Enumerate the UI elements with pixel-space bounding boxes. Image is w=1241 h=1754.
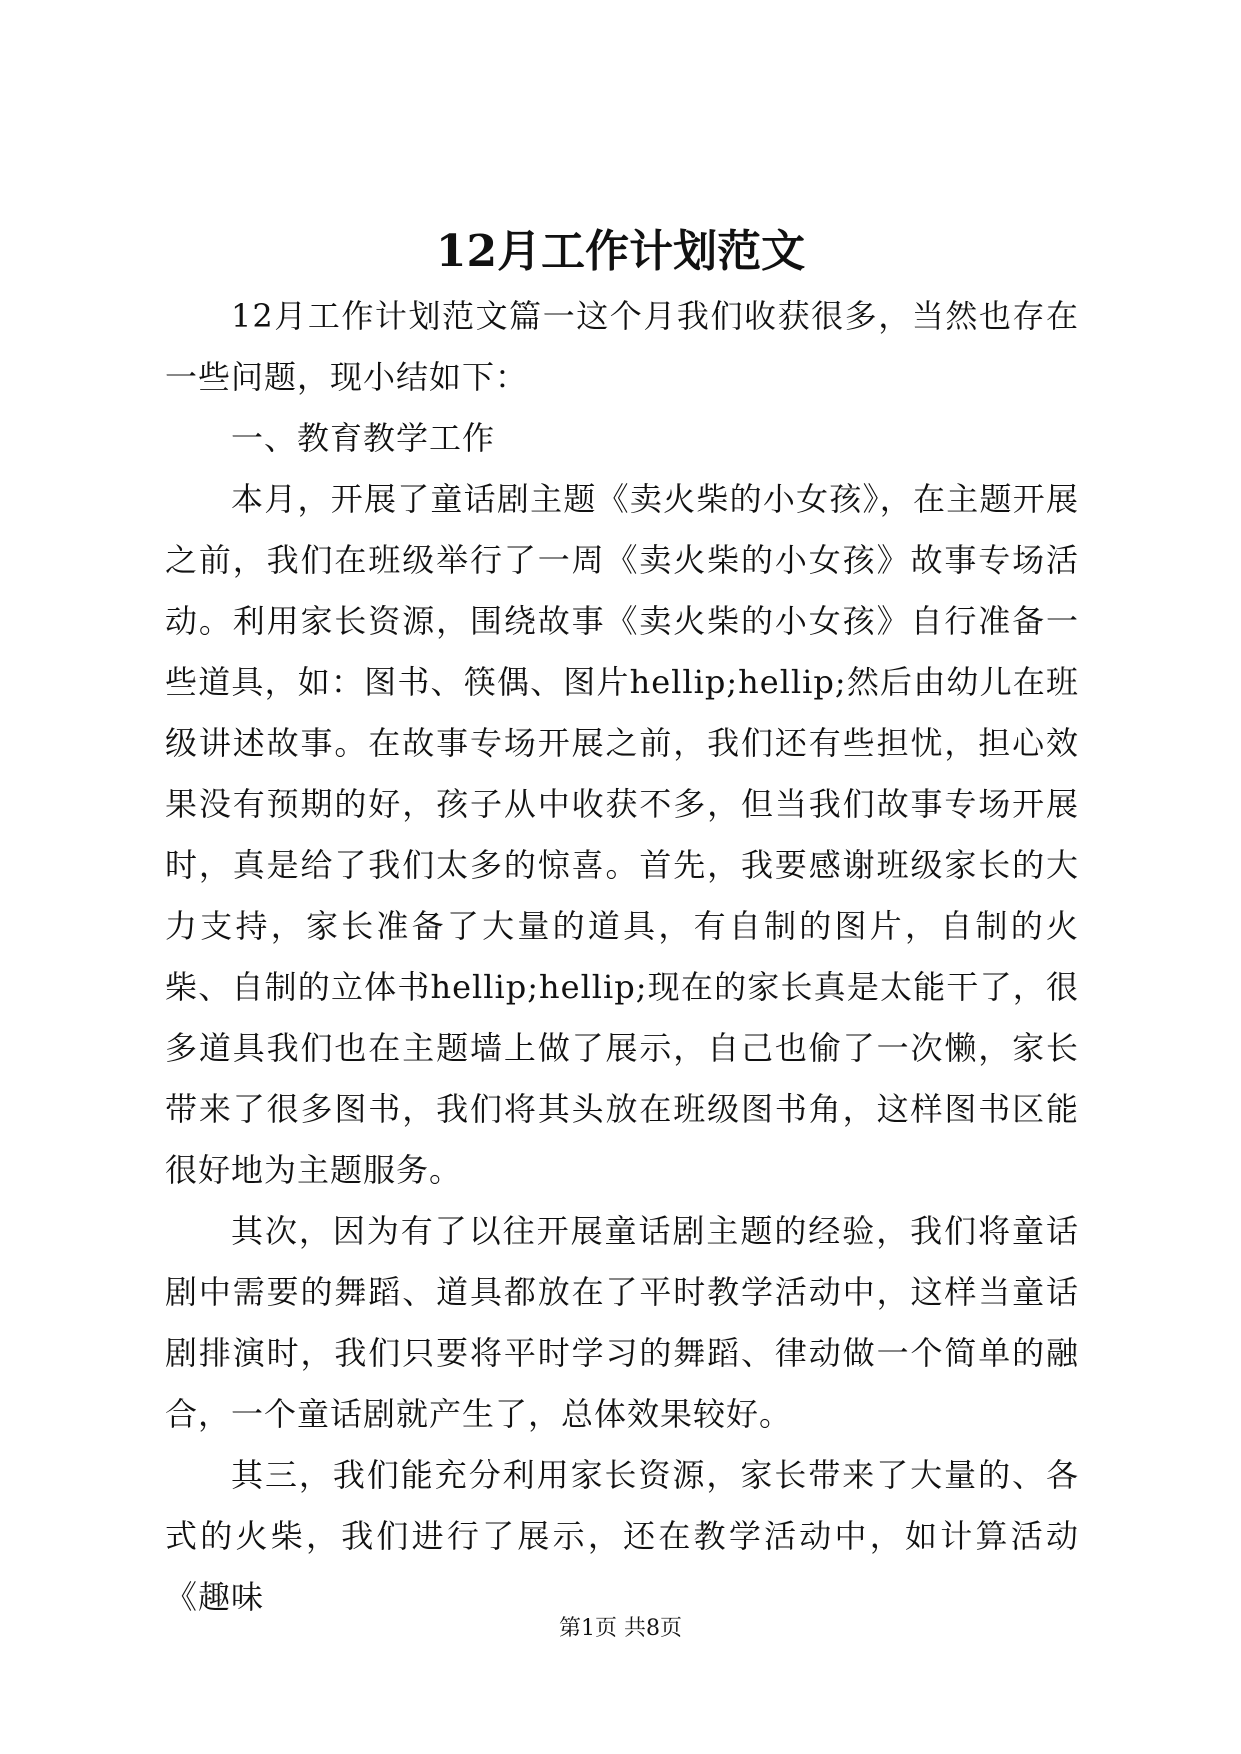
page-number-footer: 第1页 共8页	[559, 1616, 682, 1641]
paragraph-second-point: 其次，因为有了以往开展童话剧主题的经验，我们将童话剧中需要的舞蹈、道具都放在了平时教学活动中，这样当童话剧排演时，我们只要将平时学习的舞蹈、律动做一个简单的融合，一个童话剧就产生了，总体效果较好。	[165, 1212, 1079, 1433]
paragraph-intro: 12月工作计划范文篇一这个月我们收获很多，当然也存在一些问题，现小结如下：	[165, 297, 1079, 396]
paragraph-section-heading: 一、教育教学工作	[231, 419, 496, 457]
paragraph-theme-activity: 本月，开展了童话剧主题《卖火柴的小女孩》，在主题开展之前，我们在班级举行了一周《卖火柴的小女孩》故事专场活动。利用家长资源，围绕故事《卖火柴的小女孩》自行准备一些道具，如：图书、筷偶、图片hellip;hellip;然后由幼儿在班级讲述故事。在故事专场开展之前，我们还有些担忧，担心效果没有预期的好，孩子从中收获不多，但当我们故事专场开展时，真是给了我们太多的惊喜。首先，我要感谢班级家长的大力支持，家长准备了大量的道具，有自制的图片，自制的火柴、自制的立体书hellip;hellip;现在的家长真是太能干了，很多道具我们也在主题墙上做了展示，自己也偷了一次懒，家长带来了很多图书，我们将其头放在班级图书角，这样图书区能很好地为主题服务。	[165, 480, 1079, 1189]
document-body	[165, 286, 1079, 1628]
paragraph-third-point: 其三，我们能充分利用家长资源，家长带来了大量的、各式的火柴，我们进行了展示，还在教学活动中，如计算活动《趣味	[165, 1456, 1079, 1616]
document-title: 12月工作计划范文	[435, 226, 806, 277]
